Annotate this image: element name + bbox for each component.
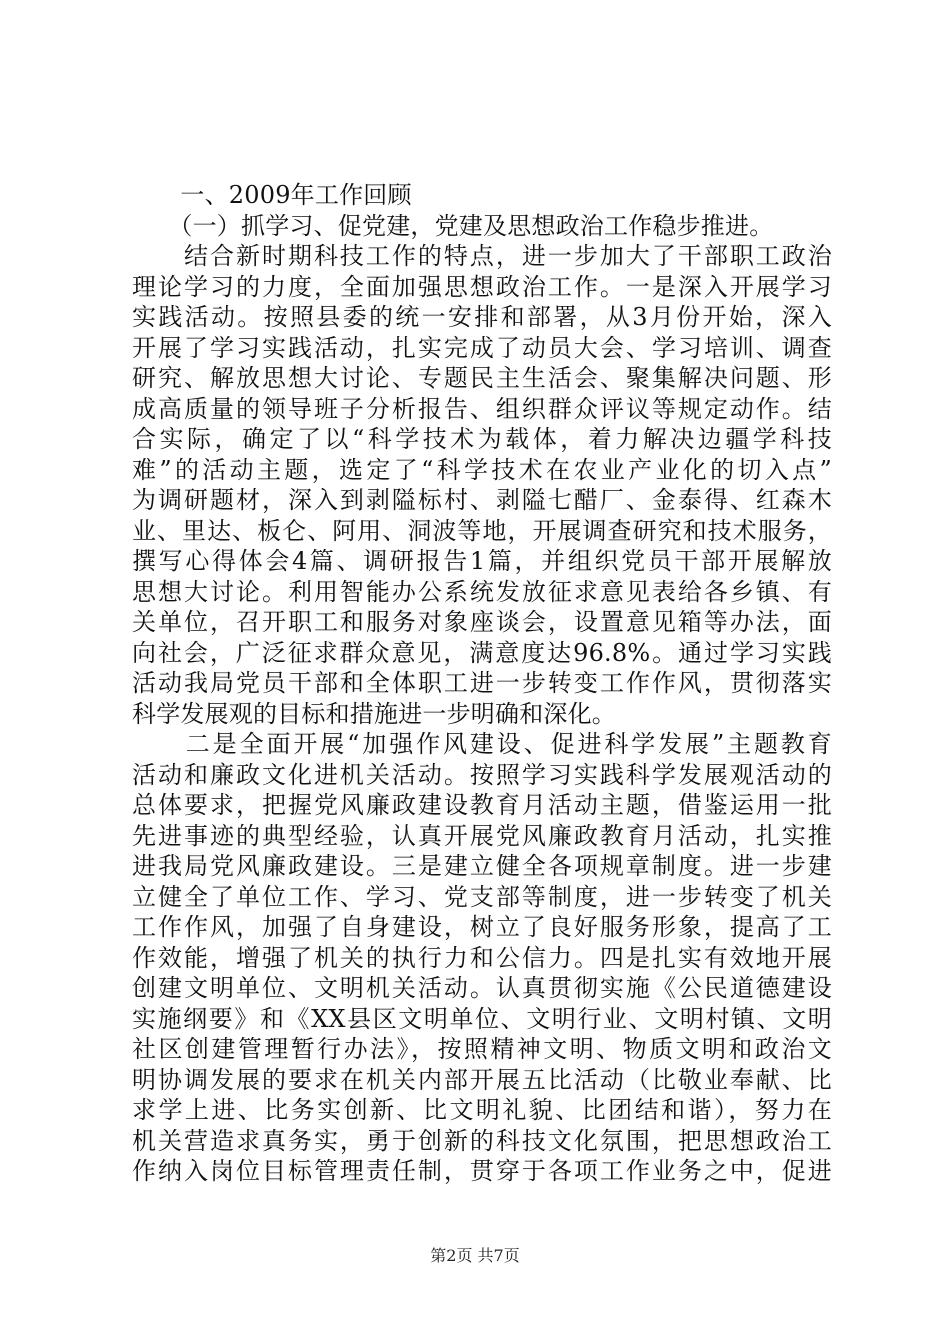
paragraph-line: 难”的活动主题，选定了“科学技术在农业产业化的切入点” bbox=[132, 455, 832, 484]
paragraph-line: 进我局党风廉政建设。三是建立健全各项规章制度。进一步建 bbox=[132, 852, 832, 880]
paragraph-line: 求学上进、比务实创新、比文明礼貌、比团结和谐），努力在 bbox=[132, 1096, 832, 1124]
paragraph-line: 实践活动。按照县委的统一安排和部署，从3月份开始，深入 bbox=[132, 303, 832, 331]
paragraph-line: 实施纲要》和《XX县区文明单位、文明行业、文明村镇、文明 bbox=[132, 1004, 832, 1033]
paragraph-line: 总体要求，把握党风廉政建设教育月活动主题，借鉴运用一批 bbox=[132, 791, 832, 819]
document-body bbox=[132, 180, 832, 1187]
paragraph-line: 作效能，增强了机关的执行力和公信力。四是扎实有效地开展 bbox=[132, 943, 832, 972]
paragraph-line: 社区创建管理暂行办法》，按照精神文明、物质文明和政治文 bbox=[132, 1035, 832, 1063]
paragraph-line: 结合新时期科技工作的特点，进一步加大了干部职工政治 bbox=[132, 242, 832, 270]
paragraph-line: 开展了学习实践活动，扎实完成了动员大会、学习培训、调查 bbox=[132, 333, 832, 362]
paragraph-line: 合实际，确定了以“科学技术为载体，着力解决边疆学科技 bbox=[132, 425, 832, 453]
paragraph-line: 明协调发展的要求在机关内部开展五比活动（比敬业奉献、比 bbox=[132, 1065, 832, 1094]
paragraph-line: 向社会，广泛征求群众意见，满意度达96.8%。通过学习实践 bbox=[132, 638, 832, 667]
paragraph-line: 创建文明单位、文明机关活动。认真贯彻实施《公民道德建设 bbox=[132, 974, 832, 1002]
paragraph-line: 科学发展观的目标和措施进一步明确和深化。 bbox=[132, 699, 616, 728]
paragraph-line: 研究、解放思想大讨论、专题民主生活会、聚集解决问题、形 bbox=[132, 364, 832, 392]
paragraph-line: 立健全了单位工作、学习、党支部等制度，进一步转变了机关 bbox=[132, 882, 832, 911]
paragraph-line: 活动我局党员干部和全体职工进一步转变工作作风，贯彻落实 bbox=[132, 669, 832, 697]
paragraph-line: 作纳入岗位目标管理责任制，贯穿于各项工作业务之中，促进 bbox=[132, 1157, 832, 1185]
paragraph-line: 成高质量的领导班子分析报告、组织群众评议等规定动作。结 bbox=[132, 394, 832, 423]
paragraph-line: 机关营造求真务实，勇于创新的科技文化氛围，把思想政治工 bbox=[132, 1126, 832, 1155]
paragraph-line: 思想大讨论。利用智能办公系统发放征求意见表给各乡镇、有 bbox=[132, 577, 832, 606]
subsection-heading: （一）抓学习、促党建，党建及思想政治工作稳步推进。 bbox=[132, 211, 774, 240]
paragraph-line: 为调研题材，深入到剥隘标村、剥隘七醋厂、金泰得、红森木 bbox=[132, 486, 832, 514]
page-number-footer: 第2页 共7页 bbox=[430, 1246, 520, 1265]
paragraph-line: 工作作风，加强了自身建设，树立了良好服务形象，提高了工 bbox=[132, 913, 832, 941]
paragraph-line: 关单位，召开职工和服务对象座谈会，设置意见箱等办法，面 bbox=[132, 608, 832, 636]
section-heading: 一、2009年工作回顾 bbox=[132, 181, 412, 209]
paragraph-line: 先进事迹的典型经验，认真开展党风廉政教育月活动，扎实推 bbox=[132, 821, 832, 850]
paragraph-line: 活动和廉政文化进机关活动。按照学习实践科学发展观活动的 bbox=[132, 760, 832, 789]
paragraph-line: 理论学习的力度，全面加强思想政治工作。一是深入开展学习 bbox=[132, 272, 832, 301]
paragraph-line: 撰写心得体会4篇、调研报告1篇，并组织党员干部开展解放 bbox=[132, 547, 832, 575]
paragraph-line: 二是全面开展“加强作风建设、促进科学发展”主题教育 bbox=[132, 730, 832, 758]
paragraph-line: 业、里达、板仑、阿用、洞波等地，开展调查研究和技术服务， bbox=[132, 516, 832, 545]
